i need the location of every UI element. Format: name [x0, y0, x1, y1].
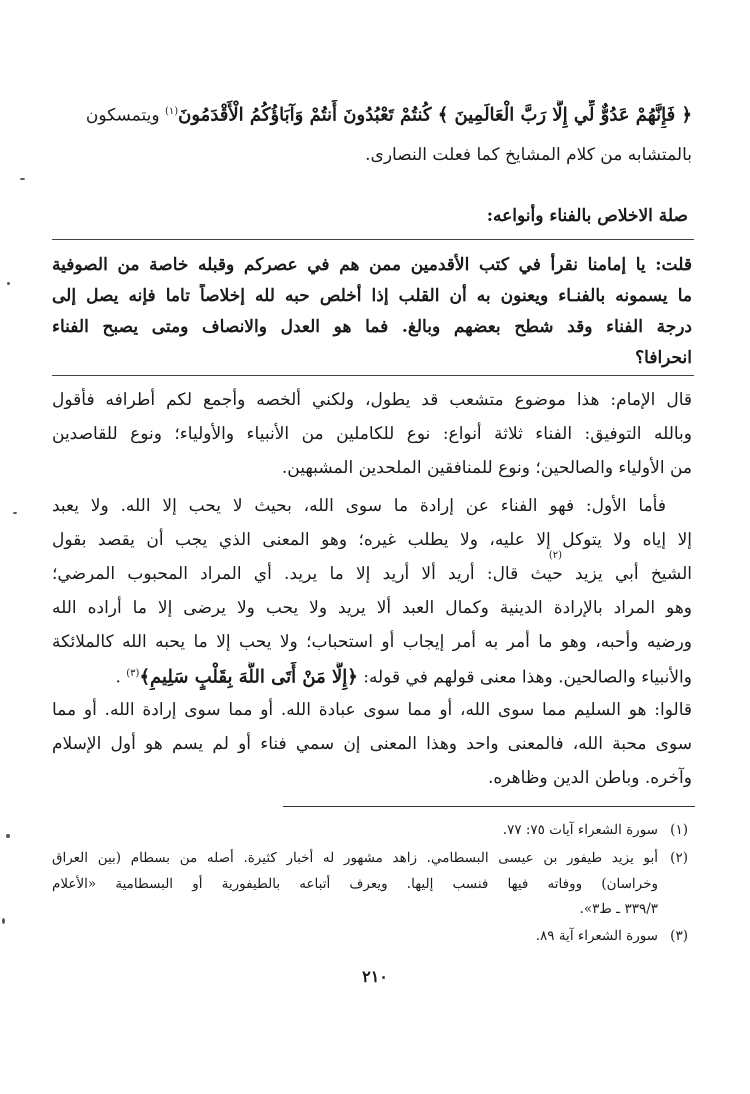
intro-line-1-tail: ويتمسكون: [85, 105, 160, 126]
answer-p3-line-1: قالوا: هو السليم مما سوى الله، أو مما سوى عبادة الله. أو مما سوى إرادة الله. أو مما: [52, 700, 692, 720]
footnote-2-line-2: [0, 874, 750, 894]
footnote-ref-2: (٢): [548, 550, 562, 561]
answer-p3-line-2: سوى محبة الله، فالمعنى واحد وهذا المعنى إن سمي فناء أو لم يسم هو أول الإسلام: [52, 734, 692, 754]
footnote-1: [0, 820, 750, 840]
answer-p2-line-5: ورضيه وأحبه، وهو ما أمر به أمر إيجاب أو استحباب؛ ولا يحب إلا ما يحبه الله كالملائكة: [52, 632, 692, 652]
scan-speck: [7, 282, 10, 285]
quran-verse-1: ﴿ فَإِنَّهُمْ عَدُوٌّ لِّي إِلَّا رَبَّ الْعَالَمِينَ ﴾ كُنتُمْ تَعْبُدُونَ أَنتُمْ وَآبَاؤُكُمُ الْأَقْدَمُونَ: [178, 104, 692, 126]
intro-line-1: [52, 100, 692, 128]
section-heading: صلة الاخلاص بالفناء وأنواعه:: [486, 206, 688, 226]
answer-p2-line-3: [52, 562, 692, 586]
question-line-3: درجة الفناء وقد شطح بعضهم وبالغ. فما هو العدل والانصاف ومتى يصبح الفناء: [52, 317, 692, 337]
answer-p2-line-2: إلا إياه ولا يتوكل إلا عليه، ولا يطلب غيره؛ وهو المعنى الذي يجب أن يقصد بقول: [52, 530, 692, 550]
footnote-2-text-2: وخراسان) ووفاته فيها فنسب إليها. ويعرف أتباعه بالطيفورية أو البسطامية «الأعلام: [52, 876, 658, 892]
answer-p2-line-6: والأنبياء والصالحين. وهذا معنى قولهم في قوله: ﴿إِلَّا مَنْ أَتَى اللَّهَ بِقَلْبٍ سَلِيمٍ﴾$^{(٣)}$ .: [115, 666, 692, 688]
intro-line-2: بالمتشابه من كلام المشايخ كما فعلت النصارى.: [365, 145, 692, 165]
answer-p2-line-4: وهو المراد بالإرادة الدينية وكمال العبد ألا يريد ولا يحب ولا يرضى إلا ما أراده الله: [52, 598, 692, 618]
question-line-4: انحرافا؟: [635, 348, 692, 368]
footnote-1-text: سورة الشعراء آيات ٧٥: ٧٧.: [502, 822, 658, 838]
answer-p2-line-6-text: والأنبياء والصالحين. وهذا معنى قولهم في قوله:: [363, 667, 692, 688]
answer-p2-line-3-text: الشيخ أبي يزيد حيث قال: أريد ألا أريد إلا ما يريد. أي المراد المحبوب المرضي؛: [52, 564, 692, 584]
footnote-2-line-1: [0, 848, 750, 868]
footnote-2-number: (٢): [670, 850, 688, 866]
footnote-separator: [283, 806, 695, 807]
divider-mid: [52, 375, 694, 376]
question-line-1: قلت: يا إمامنا نقرأ في كتب الأقدمين ممن هم في عصركم وقبله خاصة من الصوفية: [52, 255, 692, 275]
scan-speck: [6, 834, 10, 838]
footnote-2-text-3: ٣٣٩/٣ ـ ط٣».: [579, 901, 658, 917]
scan-speck: [2, 918, 5, 924]
answer-p3-line-3: وآخره. وباطن الدين وظاهره.: [487, 768, 692, 788]
answer-p1-line-2: وبالله التوفيق: الفناء ثلاثة أنواع: نوع للكاملين من الأنبياء والأولياء؛ ونوع للقاصدين: [52, 424, 692, 444]
answer-p1-line-3: من الأولياء والصالحين؛ ونوع للمنافقين الملحدين المشبهين.: [281, 458, 692, 478]
footnote-3: [0, 926, 750, 946]
answer-p2-line-1: فأما الأول: فهو الفناء عن إرادة ما سوى الله، بحيث لا يحب إلا الله. ولا يعبد: [52, 496, 666, 516]
divider-top: [52, 239, 694, 240]
question-line-2: ما يسمونه بالفنـاء ويعنون به أن القلب إذا أخلص حبه لله إخلاصاً تاما فإنه يصل إلى: [52, 286, 692, 306]
scan-speck: [13, 512, 17, 514]
verse-ref-1: (١): [164, 106, 179, 117]
scan-speck: [20, 178, 25, 180]
footnote-1-number: (١): [670, 822, 688, 838]
footnote-3-text: سورة الشعراء آية ٨٩.: [535, 928, 658, 944]
footnote-3-number: (٣): [670, 928, 688, 944]
answer-p1-line-1: قال الإمام: هذا موضوع متشعب قد يطول، ولكني ألخصه وأجمع لكم أطرافه فأقول: [52, 390, 692, 410]
quran-verse-2: ﴿إِلَّا مَنْ أَتَى اللَّهَ بِقَلْبٍ سَلِيمٍ﴾: [139, 666, 358, 688]
footnote-2-text-1: أبو يزيد طيفور بن عيسى البسطامي. زاهد مشهور له أخبار كثيرة. أصله من بسطام (بين العراق: [52, 850, 658, 866]
verse-ref-3: (٣): [126, 668, 140, 679]
page-number: ٢١٠: [362, 967, 388, 986]
footnote-2-line-3: [0, 899, 750, 919]
